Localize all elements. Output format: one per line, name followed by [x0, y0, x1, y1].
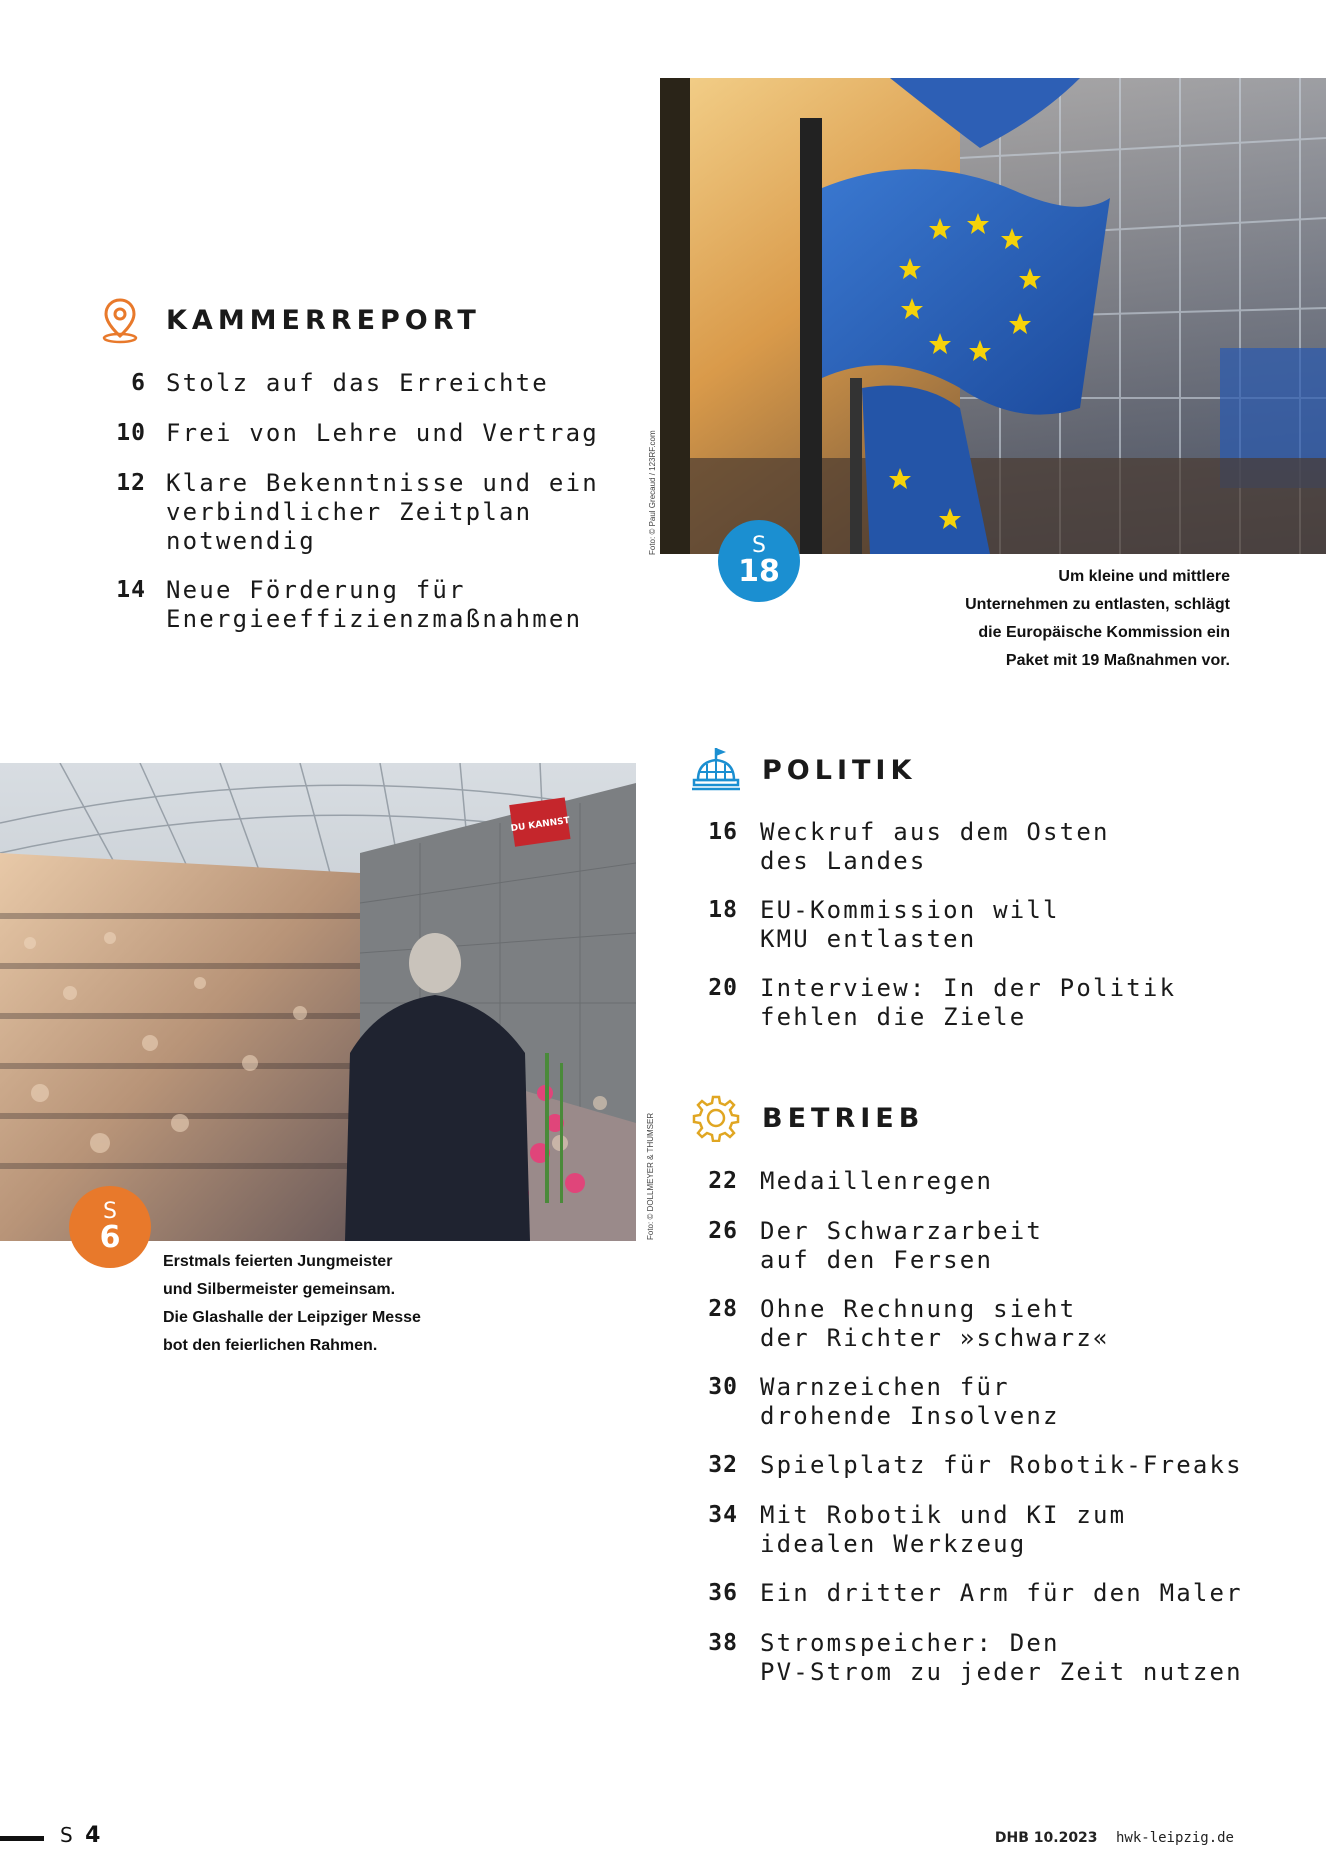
- toc-line: Frei von Lehre und Vertrag: [166, 419, 599, 447]
- toc-line: Klare Bekenntnisse und ein: [166, 469, 599, 497]
- page-number: [60, 1823, 100, 1848]
- toc-line: idealen Werkzeug: [760, 1530, 1027, 1558]
- toc-page-number: 38: [708, 1630, 738, 1656]
- caption-line: Um kleine und mittlere: [1058, 568, 1230, 585]
- toc-line: auf den Fersen: [760, 1246, 994, 1274]
- toc-entry[interactable]: [688, 896, 1060, 954]
- gear-icon: [692, 1094, 740, 1142]
- footer-publication: [995, 1830, 1234, 1846]
- toc-entry[interactable]: [688, 1167, 993, 1196]
- badge-prefix: S: [103, 1199, 117, 1224]
- toc-line: Der Schwarzarbeit: [760, 1217, 1044, 1245]
- toc-title: [760, 1501, 1126, 1559]
- toc-entry[interactable]: [688, 1629, 1243, 1687]
- toc-page-number: 36: [708, 1580, 738, 1606]
- toc-title: [760, 818, 1110, 876]
- toc-title: [760, 1217, 1043, 1275]
- toc-entry[interactable]: [688, 974, 1176, 1032]
- page-badge-18[interactable]: [718, 520, 800, 602]
- toc-line: Weckruf aus dem Osten: [760, 818, 1110, 846]
- section-politik: [692, 746, 916, 794]
- ceremony-illustration: [0, 763, 636, 1241]
- caption-line: Paket mit 19 Maßnahmen vor.: [1005, 652, 1230, 669]
- toc-entry[interactable]: [96, 369, 549, 398]
- toc-page-number: 22: [708, 1168, 738, 1194]
- toc-page-number: 20: [708, 975, 738, 1001]
- caption-line: die Europäische Kommission ein: [978, 624, 1230, 641]
- toc-entry[interactable]: [96, 469, 599, 556]
- toc-line: PV-Strom zu jeder Zeit nutzen: [760, 1658, 1243, 1686]
- toc-page-number: 30: [708, 1374, 738, 1400]
- toc-line: Warnzeichen für: [760, 1373, 1010, 1401]
- section-title: KAMMERREPORT: [166, 304, 481, 336]
- toc-line: Spielplatz für Robotik-Freaks: [760, 1451, 1243, 1479]
- parliament-dome-icon: [692, 746, 740, 794]
- badge-number: 18: [738, 554, 780, 589]
- section-kammerreport: [96, 296, 481, 344]
- page-num: 4: [85, 1823, 101, 1848]
- toc-title: [760, 974, 1176, 1032]
- caption-eu: [965, 563, 1230, 675]
- toc-line: Medaillenregen: [760, 1167, 994, 1195]
- toc-line: Neue Förderung für: [166, 576, 466, 604]
- toc-page-number: 26: [708, 1218, 738, 1244]
- toc-line: Energieeffizienzmaßnahmen: [166, 605, 583, 633]
- toc-line: Stromspeicher: Den: [760, 1629, 1060, 1657]
- ceremony-hall-photo: [0, 763, 636, 1241]
- toc-title: [166, 576, 582, 634]
- toc-line: des Landes: [760, 847, 927, 875]
- caption-line: Erstmals feierten Jungmeister: [163, 1253, 393, 1270]
- toc-line: Ohne Rechnung sieht: [760, 1295, 1077, 1323]
- page-prefix: S: [60, 1823, 73, 1847]
- toc-title: [166, 469, 599, 556]
- toc-title: [760, 1579, 1243, 1608]
- toc-line: Mit Robotik und KI zum: [760, 1501, 1127, 1529]
- eu-flag-illustration: [660, 78, 1326, 554]
- toc-entry[interactable]: [96, 419, 599, 448]
- badge-prefix: S: [752, 533, 766, 558]
- caption-line: und Silbermeister gemeinsam.: [163, 1281, 396, 1298]
- toc-page-number: 12: [116, 470, 146, 496]
- toc-page-number: 32: [708, 1452, 738, 1478]
- badge-number: 6: [99, 1220, 121, 1255]
- footer-bar: [0, 1836, 44, 1841]
- toc-line: drohende Insolvenz: [760, 1402, 1060, 1430]
- caption-line: Die Glashalle der Leipziger Messe: [163, 1309, 421, 1326]
- toc-entry[interactable]: [688, 1501, 1126, 1559]
- section-betrieb: [692, 1094, 924, 1142]
- toc-line: verbindlicher Zeitplan: [166, 498, 533, 526]
- issue-label: DHB 10.2023: [994, 1830, 1098, 1846]
- section-title: BETRIEB: [762, 1102, 925, 1134]
- toc-page-number: 28: [708, 1296, 738, 1322]
- toc-title: [760, 1373, 1060, 1431]
- toc-title: [760, 1295, 1110, 1353]
- toc-entry[interactable]: [688, 1451, 1243, 1480]
- toc-page-number: 16: [708, 819, 738, 845]
- location-pin-icon: [96, 296, 144, 344]
- toc-line: Interview: In der Politik: [760, 974, 1177, 1002]
- toc-entry[interactable]: [688, 818, 1110, 876]
- website-link[interactable]: hwk-leipzig.de: [1115, 1830, 1234, 1846]
- toc-entry[interactable]: [688, 1579, 1243, 1608]
- photo-credit-eu: Foto: © Paul Grecaud / 123RF.com: [648, 430, 657, 555]
- toc-page-number: 10: [116, 420, 146, 446]
- toc-entry[interactable]: [688, 1217, 1043, 1275]
- toc-title: [166, 419, 599, 448]
- toc-line: KMU entlasten: [760, 925, 977, 953]
- toc-title: [760, 1629, 1243, 1687]
- toc-entry[interactable]: [96, 576, 582, 634]
- toc-title: [760, 1451, 1243, 1480]
- toc-title: [760, 1167, 993, 1196]
- toc-entry[interactable]: [688, 1373, 1060, 1431]
- eu-flag-photo: [660, 78, 1326, 554]
- banner-text: DU KANNST: [510, 815, 571, 835]
- toc-line: notwendig: [166, 527, 316, 555]
- section-title: POLITIK: [762, 754, 917, 786]
- toc-page-number: 6: [131, 370, 146, 396]
- page-badge-6[interactable]: [69, 1186, 151, 1268]
- toc-page-number: 14: [116, 577, 146, 603]
- toc-page-number: 18: [708, 897, 738, 923]
- toc-title: [760, 896, 1060, 954]
- caption-line: bot den feierlichen Rahmen.: [163, 1337, 378, 1354]
- caption-line: Unternehmen zu entlasten, schlägt: [965, 596, 1230, 613]
- toc-title: [166, 369, 549, 398]
- caption-hall: [163, 1248, 421, 1360]
- photo-credit-hall: Foto: © DOLLMEYER & THUMSER: [646, 1112, 655, 1240]
- toc-line: EU-Kommission will: [760, 896, 1060, 924]
- toc-line: Stolz auf das Erreichte: [166, 369, 549, 397]
- toc-line: Ein dritter Arm für den Maler: [760, 1579, 1243, 1607]
- toc-entry[interactable]: [688, 1295, 1110, 1353]
- toc-line: fehlen die Ziele: [760, 1003, 1027, 1031]
- toc-page-number: 34: [708, 1502, 738, 1528]
- toc-line: der Richter »schwarz«: [760, 1324, 1110, 1352]
